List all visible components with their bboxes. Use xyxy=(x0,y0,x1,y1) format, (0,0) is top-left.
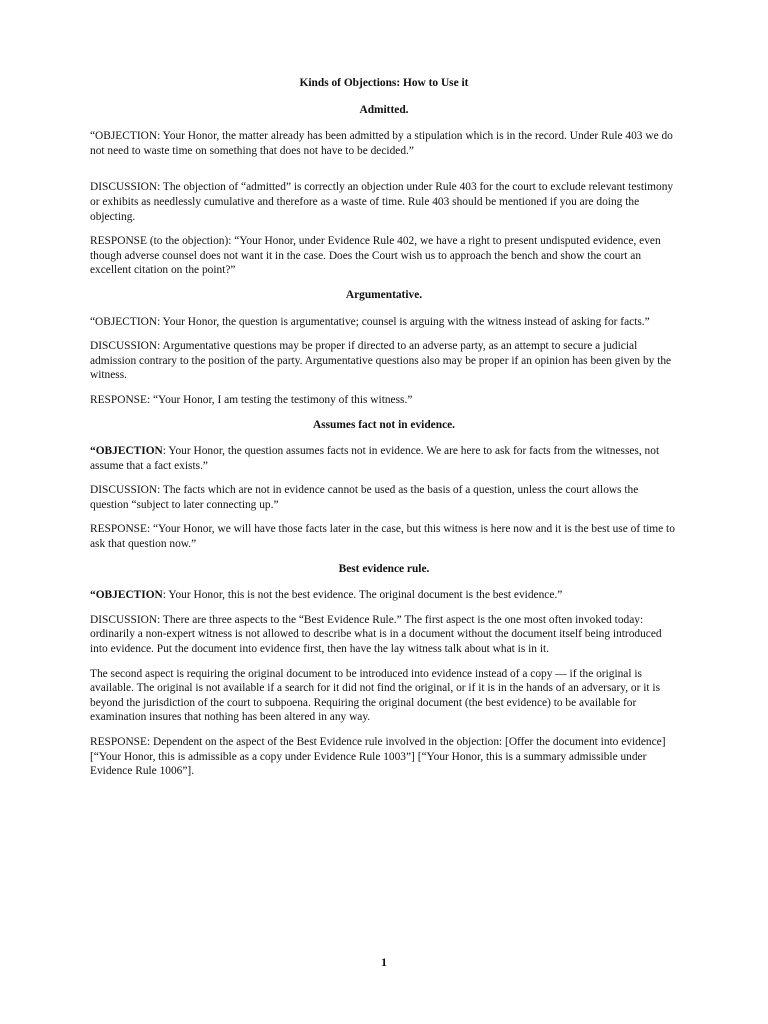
objection-text: : Your Honor, the question assumes facts not in evidence. We are here to ask for facts from the witnesses, not assume that a fact exists.” xyxy=(90,445,660,472)
objection-text: : Your Honor, this is not the best evidence. The original document is the best evidence.” xyxy=(162,589,563,602)
response-best-evidence: RESPONSE: Dependent on the aspect of the Best Evidence rule involved in the objection: [Offer the document into evidence] [“Your Honor, this is admissible as a copy under Evidence Rule 1003”] [“Your Honor, this is a summary admissible under Evidence Rule 1006”]. xyxy=(90,736,666,778)
response-admitted: RESPONSE (to the objection): “Your Honor, under Evidence Rule 402, we have a right to present undisputed evidence, even though adverse counsel does not want it in the case. Does the Court wish us to approach the bench and show the court an excellent citation on the point?” xyxy=(90,235,661,277)
page-number: 1 xyxy=(381,955,387,969)
document-page xyxy=(90,76,678,789)
response-assumes-fact: RESPONSE: “Your Honor, we will have those facts later in the case, but this witness is here now and it is the best use of time to ask that question now.” xyxy=(90,523,675,551)
objection-argumentative: “OBJECTION: Your Honor, the question is argumentative; counsel is arguing with the witness instead of asking for facts.” xyxy=(90,315,650,328)
objection-assumes-fact xyxy=(90,444,678,473)
objection-best-evidence xyxy=(90,588,678,603)
response-argumentative: RESPONSE: “Your Honor, I am testing the testimony of this witness.” xyxy=(90,393,413,406)
section-heading-assumes-fact: Assumes fact not in evidence. xyxy=(312,418,456,431)
objection-lead: “OBJECTION xyxy=(90,445,163,458)
document-title: Kinds of Objections: How to Use it xyxy=(299,77,469,89)
discussion-best-evidence: DISCUSSION: There are three aspects to the “Best Evidence Rule.” The first aspect is the one most often invoked today: ordinarily a non-expert witness is not allowed to describe what is in a document without the document itself being introduced into evidence. Put the document into evidence first, then have the lay witness talk about what is in it. xyxy=(90,613,662,656)
section-heading-admitted: Admitted. xyxy=(359,103,409,116)
discussion-admitted: DISCUSSION: The objection of “admitted” is correctly an objection under Rule 403 for the court to exclude relevant testimony or exhibits as needlessly cumulative and therefore as a waste of time. Rule 403 should be mentioned if you are doing the objecting. xyxy=(90,181,674,223)
discussion-assumes-fact: DISCUSSION: The facts which are not in evidence cannot be used as the basis of a question, unless the court allows the question “subject to later connecting up.” xyxy=(90,484,639,511)
paragraph-best-evidence-second-aspect: The second aspect is requiring the original document to be introduced into evidence instead of a copy — if the original is available. The original is not available if a search for it did not find the original, or if it is in the hands of an adversary, or it is beyond the jurisdiction of the court to subpoena. Requiring the original document (the best evidence) to be available for examination insures that nothing has been altered in any way. xyxy=(90,667,661,724)
discussion-argumentative: DISCUSSION: Argumentative questions may be proper if directed to an adverse party, as an attempt to secure a judicial admission contrary to the position of the party. Argumentative questions also may be proper if an opinion has been given by the witness. xyxy=(90,340,672,382)
objection-lead: “OBJECTION xyxy=(90,589,163,602)
section-heading-best-evidence: Best evidence rule. xyxy=(338,562,430,575)
section-heading-argumentative: Argumentative. xyxy=(345,288,423,301)
objection-admitted: “OBJECTION: Your Honor, the matter already has been admitted by a stipulation which is in the record. Under Rule 403 we do not need to waste time on something that does not have to be decided.” xyxy=(90,130,673,157)
